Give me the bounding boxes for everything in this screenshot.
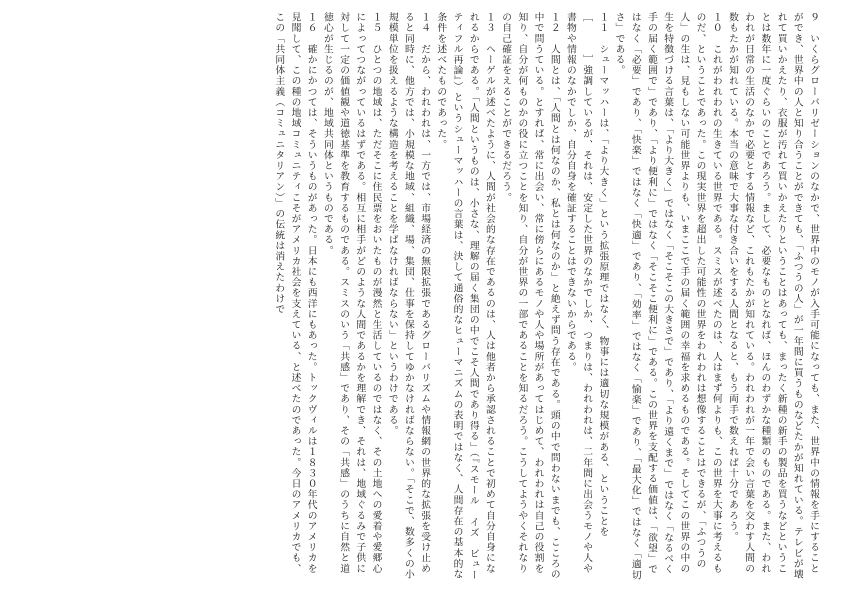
paragraph-11: １１ シューマッハーは、「より大きく」という拡張原理ではなく、物事には適切な規模がある、ということを［ ］強調しているが、それは、安定した世界のなかでしか、つまりは、われわれは、二年間に出会うモノや人や書物や情報のなかでしか、自分自身を確証することはできないからである。 [564,12,609,574]
vertical-text-body [16,12,821,582]
paragraph-9: ９ いくらグローバリゼーションのなかで、世界中のモノが入手可能になっても、また、世界中の情報を手にすることができ、世界中の人と知り合うことができても、「ふつうの人」が一年間に買うものなどたかが知れている。テレビが壊れて買いかえたり、衣服が汚れて買いかえたりということはあっても、まったく新種の新手の製品を買うなどということは数年に一度ぐらいのことであろう。まして、必要なものとなれば、ほんのわずかな種類のものである。また、われわれが日常の生活のなかで必要とする情報など、これもたかが知れている。われわれが一年で会い言葉を交わす人間の数もたかが知れている。本当の意味で大事な付き合いをする人間となると、もう両手で数えれば十分であろう。 [726,12,819,580]
paragraph-13: １３ ヘーゲルが述べたように、人間が社会的な存在であるのは、人は他者から承認されることで初めて自分自身になれるからである。「人間というものは、小さな、理解の届く集団の中でこそ人間であり得る」（『スモール イズ ビューティフル再論』）というシューマッハーの言葉は、決して通俗的なヒューマニズムの表明ではなく、人間存在の基本的な条件を述べたものであった。 [435,12,495,581]
paragraph-12: １２ 人間とは、「人間とは何なのか、私とは何なのか」と絶えず問う存在である。頭の中で問わないまでも、こころの中で問うている。とすれば、常に出会い、常に傍らにあるモノや人や場所があってはじめて、われわれは自己の役割を知り、自分が何ものかの役に立つことを知り、自分が世界の一部であることを知るだろう。こうしてようやくそれなりの自己確証をえることができるだろう。 [500,12,560,580]
paragraph-15: １５ ひとつの地域は、ただそこに住民票をおいたものが漫然と生活しているのではなく、その土地への愛着や愛郷心によってつながっているはずである。相互に相手がどのような人間であるかを理解でき、それは、地域ぐるみで子供に対して一定の価値観や道徳基準を教育するものである。スミスのいう「共感」であり、その「共感」のうちに自然と道徳心が生じるのが、地域共同体というものである。 [321,12,382,574]
paragraph-14: １４ だから、われわれは、一方では、市場経済の無限拡張であるグローバリズムや情報網の世界的な拡張を受け止めると同時に、他方では、小規模な地域、組織、場、集団、仕事を保持してゆかなければならない。「そこで、数多くの小規模単位を扱えるような構造を考えることを学ばなければならない」というわけである。 [386,12,431,580]
paragraph-16: １６ 確かにかつては、そういうものがあった。日本にも西洋にもあった。トックヴィルは１８３０年代のアメリカを見聞して、この種の地域コミュニティこそがアメリカ社会を支えている、と述べたのであった。今日のアメリカでも、この「共同体主義（コミュニタリアン）」の伝統は消えたわけで [273,12,317,574]
paragraph-10: １０ これがわれわれの生きている世界である。スミスが述べたのは、人はまず何よりも、この世界を大事に考えるものだ、ということであった。この現実世界を超出した可能性の世界をわれわれは想像することはできるが、「ふつうの人」の生は、見もしない可能世界よりも、いまここで手の届く範囲の幸福を求めるものである。そしてこの世界の中の生を特徴づける言葉は、「より大きく」ではなく「そこそこの大きさで」であり、「より遠くまで」ではなく「なるべく手の届く範囲で」であり、「より便利に」ではなく「そこそこ便利に」である。この世界を支配する価値は、「欲望」ではなく「必要」であり、「快楽」ではなく「快適」であり、「効率」ではなく「愉楽」であり、「最大化」ではなく「適切さ」である。 [613,12,722,581]
